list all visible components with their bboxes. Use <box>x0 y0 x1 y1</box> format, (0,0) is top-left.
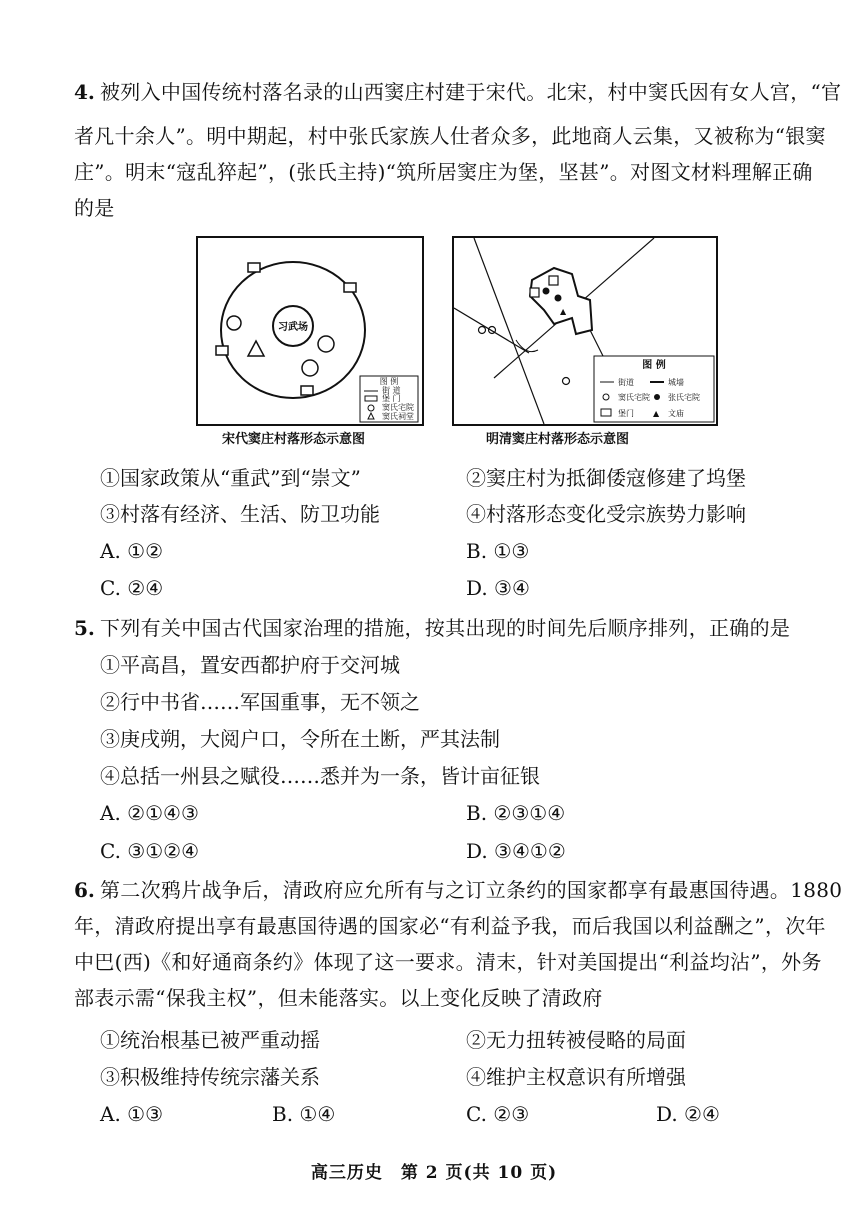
legend-item: 街道 <box>618 378 634 387</box>
q4-option-c[interactable]: C. ②④ <box>100 576 164 600</box>
legend-item: 文庙 <box>668 409 684 418</box>
dou-residence-marker <box>479 327 486 334</box>
dou-shrine-marker <box>248 341 264 356</box>
legend-title: 图 例 <box>642 360 666 371</box>
gate-marker <box>248 263 260 272</box>
q6-stem-line-3: 中巴(西)《和好通商条约》体现了这一要求。清末，针对美国提出“利益均沾”，外务 <box>74 950 822 974</box>
q4-number: 4. <box>74 80 95 104</box>
song-village-drawing <box>198 238 422 424</box>
q5-number: 5. <box>74 616 95 640</box>
q6-stem-line-4: 部表示需“保我主权”，但未能落实。以上变化反映了清政府 <box>74 986 603 1010</box>
zhang-residence-marker <box>543 288 550 295</box>
q6-statement-1: ①统治根基已被严重动摇 <box>100 1028 320 1052</box>
q6-statement-4: ④维护主权意识有所增强 <box>466 1065 686 1089</box>
temple-marker: ▲ <box>560 307 567 316</box>
q5-option-c[interactable]: C. ③①②④ <box>100 839 200 863</box>
q4-statement-2: ②窦庄村为抵御倭寇修建了坞堡 <box>466 466 746 490</box>
q6-option-c[interactable]: C. ②③ <box>466 1102 530 1126</box>
ming-qing-village-drawing <box>454 238 716 424</box>
dou-residence-marker <box>563 378 570 385</box>
song-map-caption: 宋代窦庄村落形态示意图 <box>222 432 366 447</box>
q4-statement-4: ④村落形态变化受宗族势力影响 <box>466 502 746 526</box>
legend-item: 张氏宅院 <box>668 393 700 402</box>
q4-stem-line-3: 庄”。明末“寇乱猝起”，(张氏主持)“筑所居窦庄为堡，坚甚”。对图文材料理解正确 <box>74 160 813 184</box>
q5-option-d[interactable]: D. ③④①② <box>466 839 566 863</box>
q6-option-d[interactable]: D. ②④ <box>656 1102 720 1126</box>
legend-item: 堡门 <box>618 409 634 418</box>
legend-item: 堡 门 <box>382 394 401 403</box>
gate-marker <box>216 346 228 355</box>
q4-stem-line-2: 者凡十余人”。明中期起，村中张氏家族人仕者众多，此地商人云集，又被称为“银窦 <box>74 124 826 148</box>
q4-statement-3: ③村落有经济、生活、防卫功能 <box>100 502 380 526</box>
gate-marker <box>344 283 356 292</box>
svg-text:▲: ▲ <box>653 409 660 418</box>
q6-option-a[interactable]: A. ①③ <box>100 1102 164 1126</box>
q4-statement-1: ①国家政策从“重武”到“崇文” <box>100 466 361 490</box>
song-village-map <box>196 236 424 426</box>
legend-item: 街 道 <box>382 386 401 395</box>
gate-marker <box>530 288 539 297</box>
dou-residence-marker <box>302 360 318 376</box>
dou-residence-marker <box>318 336 334 352</box>
legend-title: 图 例 <box>379 377 399 386</box>
gate-marker <box>301 386 313 395</box>
legend-item: 城墙 <box>668 378 684 387</box>
q6-stem-line-2: 年，清政府提出享有最惠国待遇的国家必“有利益予我，而后我国以利益酬之”，次年 <box>74 914 826 938</box>
legend-item: 窦氏宅院 <box>382 403 414 412</box>
page-footer: 高三历史 第 2 页(共 10 页) <box>310 1163 558 1183</box>
q5-statement-2: ②行中书省……军国重事，无不领之 <box>100 690 420 714</box>
q5-statement-1: ①平高昌，置安西都护府于交河城 <box>100 653 400 677</box>
gate-marker <box>549 276 558 285</box>
q6-number: 6. <box>74 878 95 902</box>
q6-stem-line-1: 第二次鸦片战争后，清政府应允所有与之订立条约的国家都享有最惠国待遇。1880 <box>100 878 843 902</box>
q5-option-a[interactable]: A. ②①④③ <box>100 801 199 825</box>
q6-statement-2: ②无力扭转被侵略的局面 <box>466 1028 686 1052</box>
q4-option-a[interactable]: A. ①② <box>100 539 164 563</box>
legend-item: 窦氏祠堂 <box>382 412 414 421</box>
ming-qing-map-caption: 明清窦庄村落形态示意图 <box>486 432 630 447</box>
legend-item: 窦氏宅院 <box>618 393 650 402</box>
ming-qing-village-map <box>452 236 718 426</box>
zhang-residence-marker <box>555 295 562 302</box>
q4-stem-line-4: 的是 <box>74 196 115 220</box>
dou-residence-marker <box>227 316 241 330</box>
q5-stem: 下列有关中国古代国家治理的措施，按其出现的时间先后顺序排列，正确的是 <box>100 616 791 640</box>
q4-stem-line-1: 被列入中国传统村落名录的山西窦庄村建于宋代。北宋，村中窦氏因有女人宫，“官 <box>100 80 842 104</box>
fortress-wall <box>530 268 592 334</box>
q5-statement-4: ④总括一州县之赋役……悉并为一条，皆计亩征银 <box>100 764 540 788</box>
q6-statement-3: ③积极维持传统宗藩关系 <box>100 1065 320 1089</box>
q4-option-b[interactable]: B. ①③ <box>466 539 530 563</box>
q6-option-b[interactable]: B. ①④ <box>272 1102 336 1126</box>
q5-statement-3: ③庚戌朔，大阅户口，令所在土断，严其法制 <box>100 727 500 751</box>
q4-option-d[interactable]: D. ③④ <box>466 576 530 600</box>
training-ground-label: 习武场 <box>278 322 308 333</box>
q5-option-b[interactable]: B. ②③①④ <box>466 801 566 825</box>
